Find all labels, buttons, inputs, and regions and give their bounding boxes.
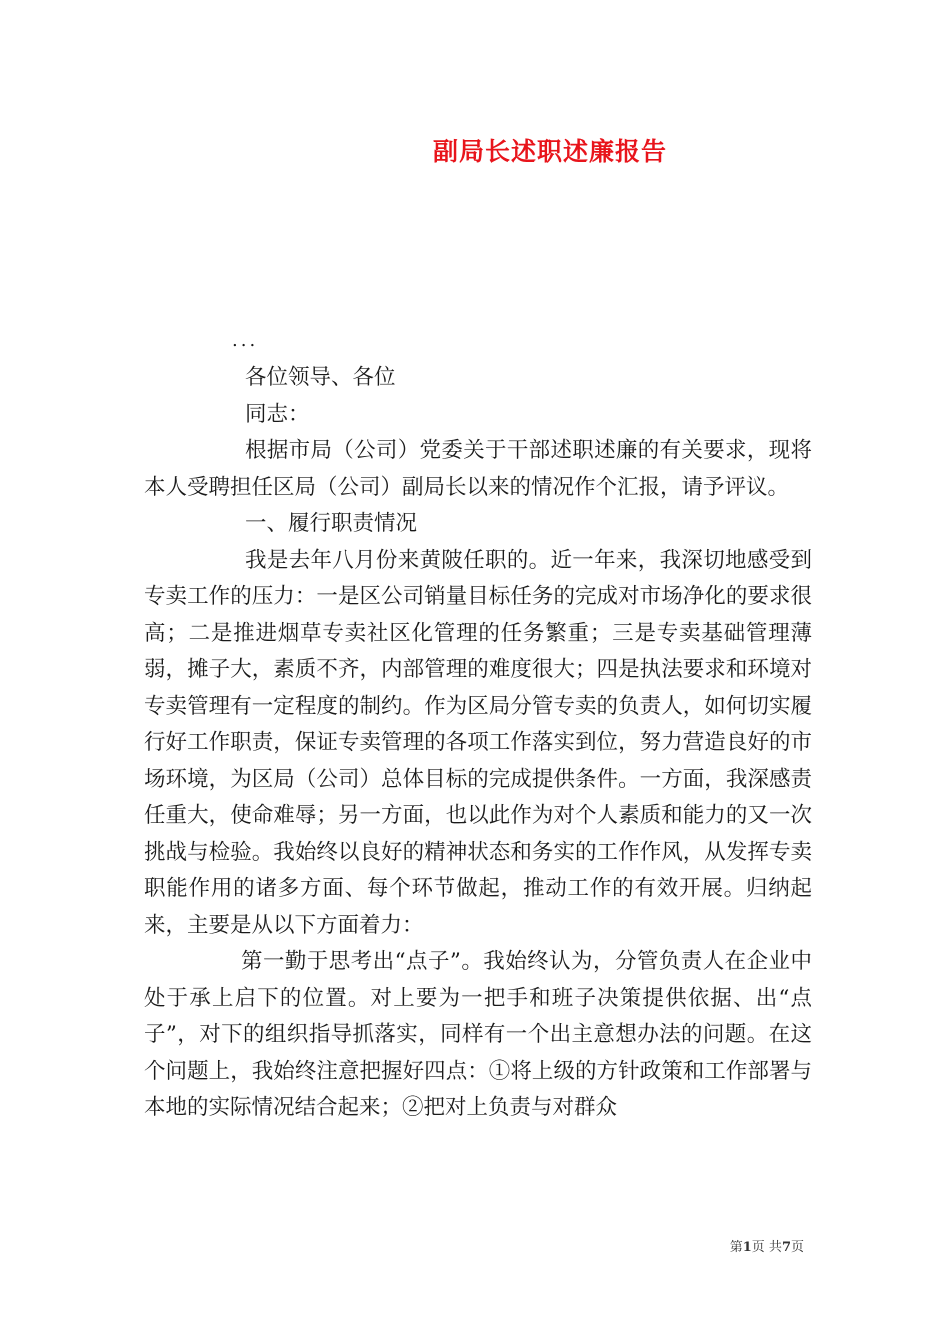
footer-middle: 页 共 [751,1240,782,1255]
section-heading: 一、履行职责情况 [245,511,418,536]
salutation-line-1: 各位领导、各位 [245,365,396,390]
footer-suffix: 页 [790,1240,804,1255]
body-paragraph: 第一勤于思考出“点子”。我始终认为，分管负责人在企业中处于承上启下的位置。对上要为一把手和班子决策提供依据、出“点子”，对下的组织指导抓落实，同样有一个出主意想办法的问题。在这个问题上，我始终注意把握好四点：①将上级的方针政策和工作部署与本地的实际情况结合起来；②把对上负责与对群众 [144,949,812,1120]
total-page-count: 7 [781,1240,791,1255]
salutation-line-2: 同志： [245,401,310,427]
intro-paragraph: 根据市局（公司）党委关于干部述职述廉的有关要求，现将本人受聘担任区局（公司）副局长以来的情况作个汇报，请予评议。 [144,438,812,500]
document-body [144,360,812,1127]
current-page-number: 1 [742,1240,752,1255]
ellipsis-mark: ... [232,330,259,351]
document-title: 副局长述职述廉报告 [432,137,667,166]
body-paragraph: 我是去年八月份来黄陂任职的。近一年来，我深切地感受到专卖工作的压力：一是区公司销量目标任务的完成对市场净化的要求很高；二是推进烟草专卖社区化管理的任务繁重；三是专卖基础管理薄弱，摊子大，素质不齐，内部管理的难度很大；四是执法要求和环境对专卖管理有一定程度的制约。作为区局分管专卖的负责人，如何切实履行好工作职责，保证专卖管理的各项工作落实到位，努力营造良好的市场环境，为区局（公司）总体目标的完成提供条件。一方面，我深感责任重大，使命难辱；另一方面，也以此作为对个人素质和能力的又一次挑战与检验。我始终以良好的精神状态和务实的工作作风，从发挥专卖职能作用的诸多方面、每个环节做起，推动工作的有效开展。归纳起来，主要是从以下方面着力： [144,547,812,938]
page-footer [730,1236,804,1255]
footer-prefix: 第 [729,1240,743,1255]
